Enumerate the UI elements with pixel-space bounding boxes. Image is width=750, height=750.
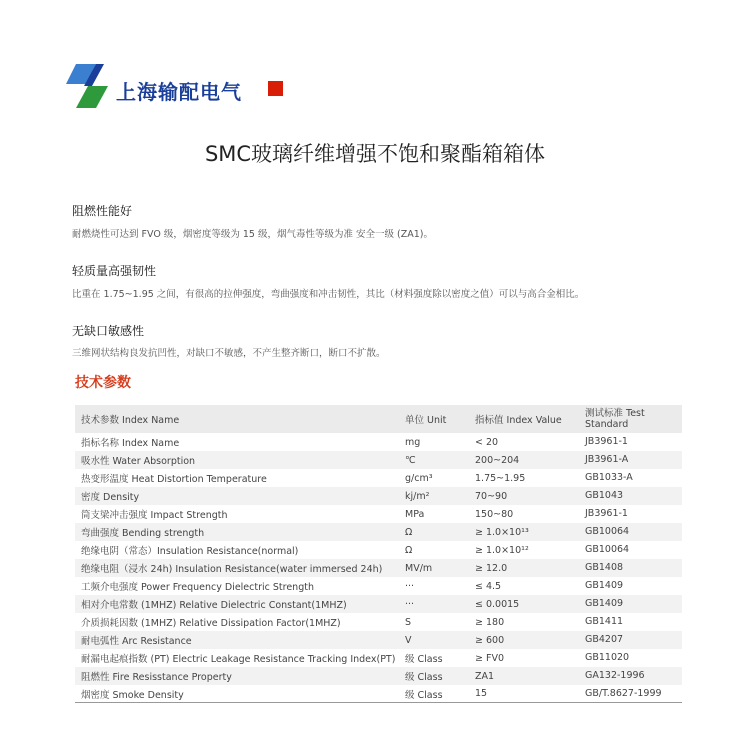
cell-unit: 级 Class: [405, 654, 443, 665]
cell-value: 150~80: [475, 508, 514, 520]
table-header-row: [75, 405, 682, 433]
cell-value: 15: [475, 688, 488, 699]
table-row: [75, 649, 682, 667]
cell-value: ≥ 180: [475, 616, 505, 628]
cell-name: 绝缘电阴（常态）Insulation Resistance(normal): [81, 546, 299, 557]
logo-text: 上海输配电气: [116, 80, 242, 104]
cell-unit: g/cm³: [405, 472, 433, 484]
cell-name: 弯曲强度 Bending strength: [81, 528, 205, 539]
cell-standard: GB1043: [585, 490, 624, 502]
table-row: [75, 541, 682, 559]
feature-title-notch: 无缺口敏感性: [72, 324, 145, 338]
cell-name: 热变形温度 Heat Distortion Temperature: [81, 474, 267, 485]
cell-unit: mg: [405, 436, 421, 448]
cell-name: 密度 Density: [81, 492, 140, 503]
cell-standard: GB11020: [585, 652, 630, 664]
cell-name: 筒支梁冲击强度 Impact Strength: [81, 510, 228, 521]
header-test-standard: 测试标准 Test Standard: [585, 407, 645, 430]
section-title-tech-params: 技术参数: [75, 375, 131, 391]
cell-value: ≥ FV0: [475, 652, 504, 664]
cell-name: 耐电弧性 Arc Resistance: [81, 636, 192, 647]
table-row: [75, 613, 682, 631]
table-row: [75, 505, 682, 523]
cell-standard: GB10064: [585, 544, 630, 556]
cell-name: 绝缘电阻（浸水 24h) Insulation Resistance(water immersed 24h): [81, 564, 383, 575]
table-row: [75, 631, 682, 649]
table-row: [75, 685, 682, 703]
cell-value: ≥ 600: [475, 634, 505, 646]
cell-standard: GB/T.8627-1999: [585, 687, 662, 699]
cell-name: 指标名称 Index Name: [81, 438, 180, 449]
table-row: [75, 523, 682, 541]
header-unit: 单位 Unit: [405, 415, 447, 426]
cell-value: ≥ 1.0×10¹²: [475, 544, 529, 556]
cell-name: 吸水性 Water Absorption: [81, 456, 196, 467]
cell-name: 耐漏电起痕指数 (PT) Electric Leakage Resistance Tracking Index(PT): [81, 654, 396, 665]
cell-unit: S: [405, 616, 412, 628]
table-row: [75, 667, 682, 685]
cell-standard: JB3961-1: [585, 436, 628, 448]
feature-desc-notch: 三维网状结构良发抗凹性，对缺口不敏感，不产生整齐断口，断口不扩散。: [72, 348, 386, 359]
cell-standard: GB1033-A: [585, 472, 633, 484]
table-row: [75, 451, 682, 469]
cell-name: 相对介电常数 (1MHZ) Relative Dielectric Constant(1MHZ): [81, 600, 347, 611]
cell-name: 烟密度 Smoke Density: [81, 689, 184, 701]
feature-title-flame: 阻燃性能好: [72, 204, 133, 218]
cell-value: 1.75~1.95: [475, 472, 526, 484]
cell-name: 介质损耗因数 (1MHZ) Relative Dissipation Factor(1MHZ): [81, 618, 341, 629]
table-row: [75, 559, 682, 577]
cell-standard: GB1409: [585, 598, 624, 610]
tech-params-table: [75, 405, 682, 703]
cell-value: ≤ 0.0015: [475, 598, 520, 610]
header-index-name: 技术参数 Index Name: [81, 415, 180, 426]
cell-standard: JB3961-1: [585, 508, 628, 520]
cell-unit: Ω: [405, 544, 413, 556]
cell-name: 阻燃性 Fire Resisstance Property: [81, 672, 232, 683]
table-row: [75, 487, 682, 505]
cell-unit: 级 Class: [405, 689, 443, 701]
cell-unit: kj/m²: [405, 490, 430, 502]
cell-value: 70~90: [475, 490, 508, 502]
cell-unit: ℃: [405, 454, 416, 466]
cell-standard: GB4207: [585, 634, 624, 646]
cell-unit: Ω: [405, 526, 413, 538]
cell-unit: ···: [405, 598, 415, 610]
cell-standard: GB1411: [585, 616, 624, 628]
cell-standard: GB10064: [585, 526, 630, 538]
header-index-value: 指标值 Index Value: [475, 415, 562, 426]
table-row: [75, 595, 682, 613]
cell-standard: GB1408: [585, 562, 624, 574]
table-row: [75, 577, 682, 595]
cell-unit: ···: [405, 580, 415, 592]
cell-value: < 20: [475, 436, 499, 448]
feature-desc-flame: 耐燃烧性可达到 FVO 级，烟密度等级为 15 级，烟气毒性等级为准 安全一级 (ZA1)。: [72, 229, 433, 240]
table-row: [75, 433, 682, 451]
page-title: SMC玻璃纤维增强不饱和聚酯箱箱体: [204, 142, 546, 166]
cell-unit: MPa: [405, 508, 425, 520]
cell-standard: JB3961-A: [585, 454, 629, 466]
cell-value: ≥ 12.0: [475, 562, 508, 574]
cell-name: 工频介电强度 Power Frequency Dielectric Strength: [81, 582, 314, 593]
cell-unit: 级 Class: [405, 672, 443, 683]
logo-red-square: [268, 81, 283, 96]
table-row: [75, 469, 682, 487]
feature-title-strength: 轻质量高强韧性: [72, 264, 157, 278]
feature-desc-strength: 比重在 1.75~1.95 之间，有很高的拉伸强度，弯曲强度和冲击韧性，其比（材料强度除以密度之值）可以与高合金相比。: [72, 289, 585, 300]
cell-standard: GB1409: [585, 580, 624, 592]
cell-value: ≤ 4.5: [475, 580, 502, 592]
cell-unit: MV/m: [405, 562, 433, 574]
company-logo: [66, 62, 288, 114]
cell-value: 200~204: [475, 454, 520, 466]
logo-mark-icon: [66, 62, 116, 114]
cell-value: ≥ 1.0×10¹³: [475, 526, 529, 538]
cell-value: ZA1: [475, 670, 495, 682]
cell-standard: GA132-1996: [585, 670, 645, 682]
cell-unit: V: [405, 634, 412, 646]
